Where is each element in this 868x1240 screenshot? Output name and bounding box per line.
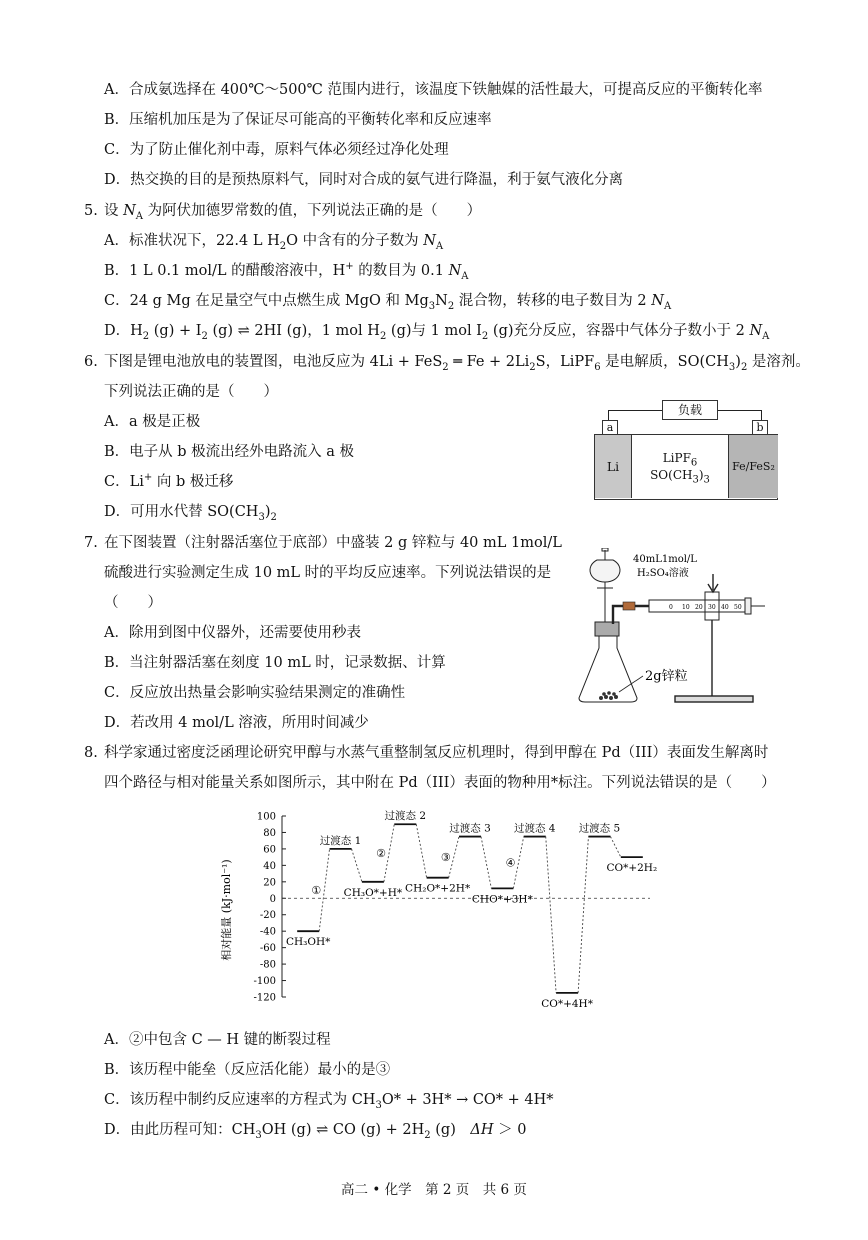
state-label-10: CO*+2H₂ bbox=[606, 862, 658, 875]
y-tick-label: 100 bbox=[256, 811, 276, 823]
q6-option-b: B．电子从 b 极流出经外电路流入 a 极 bbox=[104, 444, 355, 460]
q6-option-a: A．a 极是正极 bbox=[104, 414, 201, 430]
li-electrode bbox=[595, 435, 632, 498]
q5-option-c: C．24 g Mg 在足量空气中点燃生成 MgO 和 $Mg_3N_2$ 混合物，转移的电子数目为 2 $N_A$ bbox=[104, 293, 672, 312]
q6-option-d: D．可用水代替 $SO(CH_3)_2$ bbox=[104, 504, 277, 523]
acid-label-line2: H₂SO₄溶液 bbox=[637, 568, 689, 579]
q6-option-c: C．Li+ 向 b 极迁移 bbox=[104, 472, 234, 490]
acid-label-line1: 40mL1mol/L bbox=[633, 554, 697, 565]
q4-option-d: D．热交换的目的是预热原料气，同时对合成的氨气进行降温，利于氨气液化分离 bbox=[104, 172, 624, 188]
scale-tick-10: 10 bbox=[682, 604, 690, 611]
state-label-8: CO*+4H* bbox=[541, 997, 593, 1010]
connector-1 bbox=[352, 849, 362, 882]
q7-option-d: D．若改用 4 mol/L 溶液，所用时间减少 bbox=[104, 715, 369, 731]
q5-option-b: B．1 L 0.1 mol/L 的醋酸溶液中，H+ 的数目为 0.1 $N_A$ bbox=[104, 261, 469, 282]
y-tick-label: 20 bbox=[263, 877, 276, 889]
q4-option-a: A．合成氨选择在 400℃～500℃ 范围内进行，该温度下铁触媒的活性最大，可提高反应的平衡转化率 bbox=[104, 82, 763, 98]
state-label-3: 过渡态 2 bbox=[384, 810, 427, 823]
q8-stem-line2: 四个路径与相对能量关系如图所示，其中附在 Pd（III）表面的物种用*标注。下列说法错误的是（ ） bbox=[104, 775, 776, 791]
y-tick-label: -100 bbox=[253, 976, 276, 988]
y-tick-label: 60 bbox=[263, 844, 276, 856]
connector-9 bbox=[610, 837, 620, 858]
state-label-0: CH₃OH* bbox=[285, 936, 331, 949]
terminal-b-label: b bbox=[756, 421, 764, 434]
y-tick-label: -120 bbox=[253, 992, 276, 1004]
state-label-2: CH₃O*+H* bbox=[343, 886, 403, 899]
state-label-4: CH₂O*+2H* bbox=[405, 882, 471, 895]
y-tick-label: 0 bbox=[269, 893, 276, 905]
page-footer: 高二 • 化学 第 2 页 共 6 页 bbox=[341, 1182, 527, 1198]
y-axis-label: 相对能量 (kJ·mol⁻¹) bbox=[220, 859, 233, 961]
q7-option-b: B．当注射器活塞在刻度 10 mL 时，记录数据、计算 bbox=[104, 655, 446, 671]
zinc-granules bbox=[599, 691, 618, 700]
rubber-stopper bbox=[595, 622, 619, 636]
connector-8 bbox=[578, 837, 588, 993]
y-tick-label: -40 bbox=[259, 926, 276, 938]
y-tick-label: 80 bbox=[263, 827, 276, 839]
li-electrode-label: Li bbox=[606, 459, 620, 474]
state-label-6: CHO*+3H* bbox=[471, 893, 533, 906]
y-tick-label: -20 bbox=[259, 910, 276, 922]
q4-option-c: C．为了防止催化剂中毒，原料气体必须经过净化处理 bbox=[104, 142, 449, 158]
fes2-electrode-label: Fe/FeS₂ bbox=[732, 460, 775, 473]
scale-tick-20: 20 bbox=[695, 604, 703, 611]
y-tick-label: -60 bbox=[259, 943, 276, 955]
q7-stem-line3: （ ） bbox=[104, 595, 162, 611]
q5-option-a: A．标准状况下，22.4 L $H_2O$ 中含有的分子数为 $N_A$ bbox=[104, 233, 444, 252]
connector-7 bbox=[546, 837, 556, 993]
q7-number: 7. bbox=[84, 535, 98, 551]
y-tick-label: -80 bbox=[259, 959, 276, 971]
step-label-1: ① bbox=[311, 884, 322, 898]
q6-number: 6. bbox=[84, 354, 98, 370]
load-box bbox=[662, 400, 718, 420]
scale-tick-40: 40 bbox=[721, 604, 729, 611]
y-tick-label: 40 bbox=[263, 860, 276, 872]
q8-option-b: B．该历程中能垒（反应活化能）最小的是③ bbox=[104, 1062, 391, 1078]
energy-profile-chart bbox=[210, 800, 660, 1015]
q6-stem-line1: 下图是锂电池放电的装置图，电池反应为 4Li + FeS$_2$ ═ $Fe + 2Li_2S$，LiPF$_6$ 是电解质，$SO(CH_3)_2$ 是溶剂。 bbox=[104, 354, 810, 373]
q8-number: 8. bbox=[84, 745, 98, 761]
state-label-9: 过渡态 5 bbox=[578, 822, 621, 835]
step-label-2: ② bbox=[376, 847, 387, 861]
scale-tick-50: 50 bbox=[734, 604, 742, 611]
q7-stem-line2: 硫酸进行实验测定生成 10 mL 时的平均反应速率。下列说法错误的是 bbox=[104, 565, 552, 581]
q7-option-c: C．反应放出热量会影响实验结果测定的准确性 bbox=[104, 685, 406, 701]
q5-stem: 设 $N_A$ 为阿伏加德罗常数的值，下列说法正确的是（ ） bbox=[104, 203, 482, 222]
q6-stem-line2: 下列说法正确的是（ ） bbox=[104, 384, 278, 400]
q8-stem-line1: 科学家通过密度泛函理论研究甲醇与水蒸气重整制氢反应机理时，得到甲醇在 Pd（III）表面发生解离时 bbox=[104, 745, 769, 761]
q8-option-d: D．由此历程可知：$CH_3OH$ (g) ⇌ CO $(g) + 2H_2$ (g) ΔH ＞ 0 bbox=[104, 1122, 527, 1141]
gas-syringe bbox=[649, 598, 765, 614]
load-label: 负载 bbox=[677, 403, 702, 417]
state-label-7: 过渡态 4 bbox=[513, 822, 556, 835]
q8-option-c: C．该历程中制约反应速率的方程式为 $CH_3O* + 3H* \to CO* + 4H*$ bbox=[104, 1092, 554, 1111]
electrolyte-salt: LiPF$_6$ bbox=[662, 451, 698, 469]
scale-tick-0: 0 bbox=[669, 604, 673, 611]
q5-number: 5. bbox=[84, 203, 98, 219]
step-label-4: ④ bbox=[505, 856, 516, 870]
scale-tick-30: 30 bbox=[708, 604, 716, 611]
q7-stem-line1: 在下图装置（注射器活塞位于底部）中盛装 2 g 锌粒与 40 mL 1mol/L bbox=[104, 535, 562, 551]
q8-option-a: A．②中包含 C — H 键的断裂过程 bbox=[104, 1032, 331, 1048]
electrolyte bbox=[632, 450, 728, 484]
step-label-3: ③ bbox=[440, 851, 451, 865]
fes2-electrode bbox=[728, 435, 778, 498]
connector-5 bbox=[481, 837, 491, 889]
apparatus-figure bbox=[575, 548, 770, 708]
electrolyte-solvent: $SO(CH_3)_3$ bbox=[650, 468, 710, 486]
q5-option-d: D．$H_2$ $(g) + I_2$ (g) ⇌ 2HI (g)，1 mol $H_2$ (g)与 1 mol $I_2$ (g)充分反应，容器中气体分子数小于 2 $N_A$ bbox=[104, 323, 770, 342]
zinc-label: 2g锌粒 bbox=[645, 669, 688, 684]
q4-option-b: B．压缩机加压是为了保证尽可能高的平衡转化率和反应速率 bbox=[104, 112, 492, 128]
state-label-5: 过渡态 3 bbox=[449, 822, 491, 835]
terminal-a-label: a bbox=[606, 421, 614, 434]
battery-figure bbox=[592, 398, 780, 502]
connector-3 bbox=[416, 824, 426, 877]
state-label-1: 过渡态 1 bbox=[319, 834, 362, 847]
q7-option-a: A．除用到图中仪器外，还需要使用秒表 bbox=[104, 625, 361, 641]
